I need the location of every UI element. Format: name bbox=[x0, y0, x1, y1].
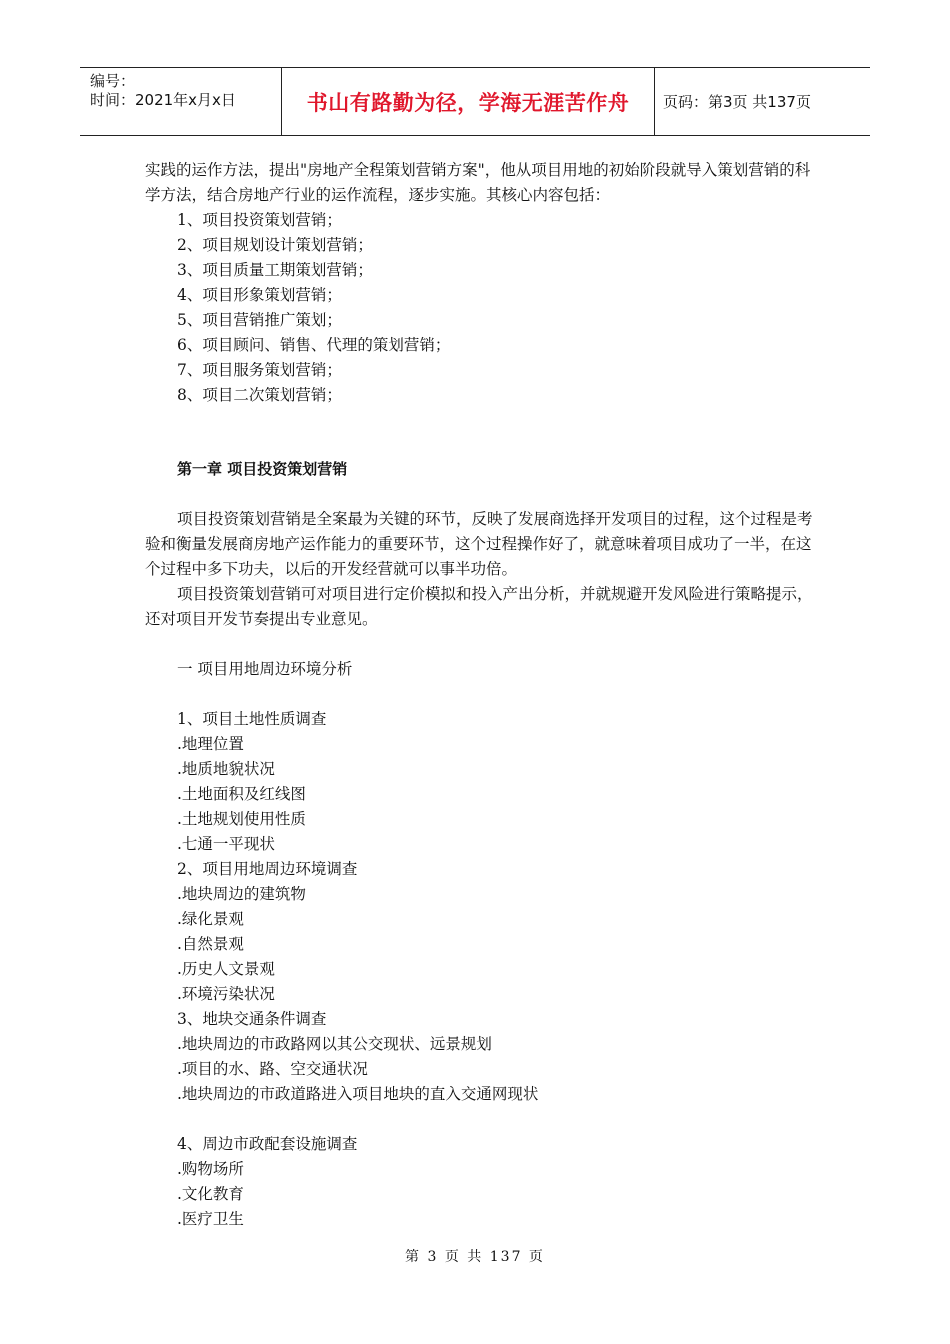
list-item: .历史人文景观 bbox=[177, 960, 275, 978]
header-meta bbox=[80, 68, 282, 135]
list-item: 8、项目二次策划营销； bbox=[177, 386, 342, 404]
chapter-paragraph-2: 项目投资策划营销可对项目进行定价模拟和投入产出分析，并就规避开发风险进行策略提示，还对项目开发节奏提出专业意见。 bbox=[145, 585, 813, 628]
list-item: 7、项目服务策划营销； bbox=[177, 361, 342, 379]
list-item: .地块周边的市政路网以其公交现状、远景规划 bbox=[177, 1035, 492, 1053]
list-item: .土地面积及红线图 bbox=[177, 785, 306, 803]
document-body bbox=[145, 158, 817, 1232]
header-page-info: 页码：第3页 共137页 bbox=[663, 93, 811, 111]
list-item: .医疗卫生 bbox=[177, 1210, 244, 1228]
document-time-label: 时间：2021年x月x日 bbox=[90, 91, 236, 109]
chapter-paragraph-1: 项目投资策划营销是全案最为关键的环节，反映了发展商选择开发项目的过程，这个过程是考验和衡量发展商房地产运作能力的重要环节，这个过程操作好了，就意味着项目成功了一半，在这个过程中多下功夫，以后的开发经营就可以事半功倍。 bbox=[145, 510, 813, 578]
list-item: .地质地貌状况 bbox=[177, 760, 275, 778]
list-item: 2、项目规划设计策划营销； bbox=[177, 236, 373, 254]
header-motto: 书山有路勤为径，学海无涯苦作舟 bbox=[282, 68, 655, 135]
chapter-title: 第一章 项目投资策划营销 bbox=[177, 460, 348, 478]
list-item: 1、项目土地性质调查 bbox=[177, 710, 327, 728]
list-item: 3、地块交通条件调查 bbox=[177, 1010, 327, 1028]
list-item: 4、项目形象策划营销； bbox=[177, 286, 342, 304]
document-header bbox=[80, 67, 870, 136]
list-item: .文化教育 bbox=[177, 1185, 244, 1203]
list-item: .地块周边的市政道路进入项目地块的直入交通网现状 bbox=[177, 1085, 539, 1103]
list-item: 4、周边市政配套设施调查 bbox=[177, 1135, 358, 1153]
page-footer: 第 3 页 共 137 页 bbox=[405, 1249, 545, 1265]
list-item: 1、项目投资策划营销； bbox=[177, 211, 342, 229]
list-item: .项目的水、路、空交通状况 bbox=[177, 1060, 368, 1078]
list-item: 3、项目质量工期策划营销； bbox=[177, 261, 373, 279]
list-item: .地块周边的建筑物 bbox=[177, 885, 306, 903]
intro-list bbox=[145, 208, 817, 408]
list-item: 5、项目营销推广策划； bbox=[177, 311, 342, 329]
section-list-b bbox=[145, 1132, 817, 1232]
list-item: .七通一平现状 bbox=[177, 835, 275, 853]
document-number-label: 编号： bbox=[90, 72, 136, 90]
list-item: .自然景观 bbox=[177, 935, 244, 953]
list-item: .土地规划使用性质 bbox=[177, 810, 306, 828]
list-item: .绿化景观 bbox=[177, 910, 244, 928]
section-list-a bbox=[145, 707, 817, 1107]
list-item: 2、项目用地周边环境调查 bbox=[177, 860, 358, 878]
section-title: 一 项目用地周边环境分析 bbox=[177, 660, 353, 678]
list-item: 6、项目顾问、销售、代理的策划营销； bbox=[177, 336, 451, 354]
list-item: .购物场所 bbox=[177, 1160, 244, 1178]
list-item: .地理位置 bbox=[177, 735, 244, 753]
list-item: .环境污染状况 bbox=[177, 985, 275, 1003]
intro-paragraph: 实践的运作方法，提出"房地产全程策划营销方案"，他从项目用地的初始阶段就导入策划营销的科学方法，结合房地产行业的运作流程，逐步实施。其核心内容包括： bbox=[145, 161, 811, 204]
